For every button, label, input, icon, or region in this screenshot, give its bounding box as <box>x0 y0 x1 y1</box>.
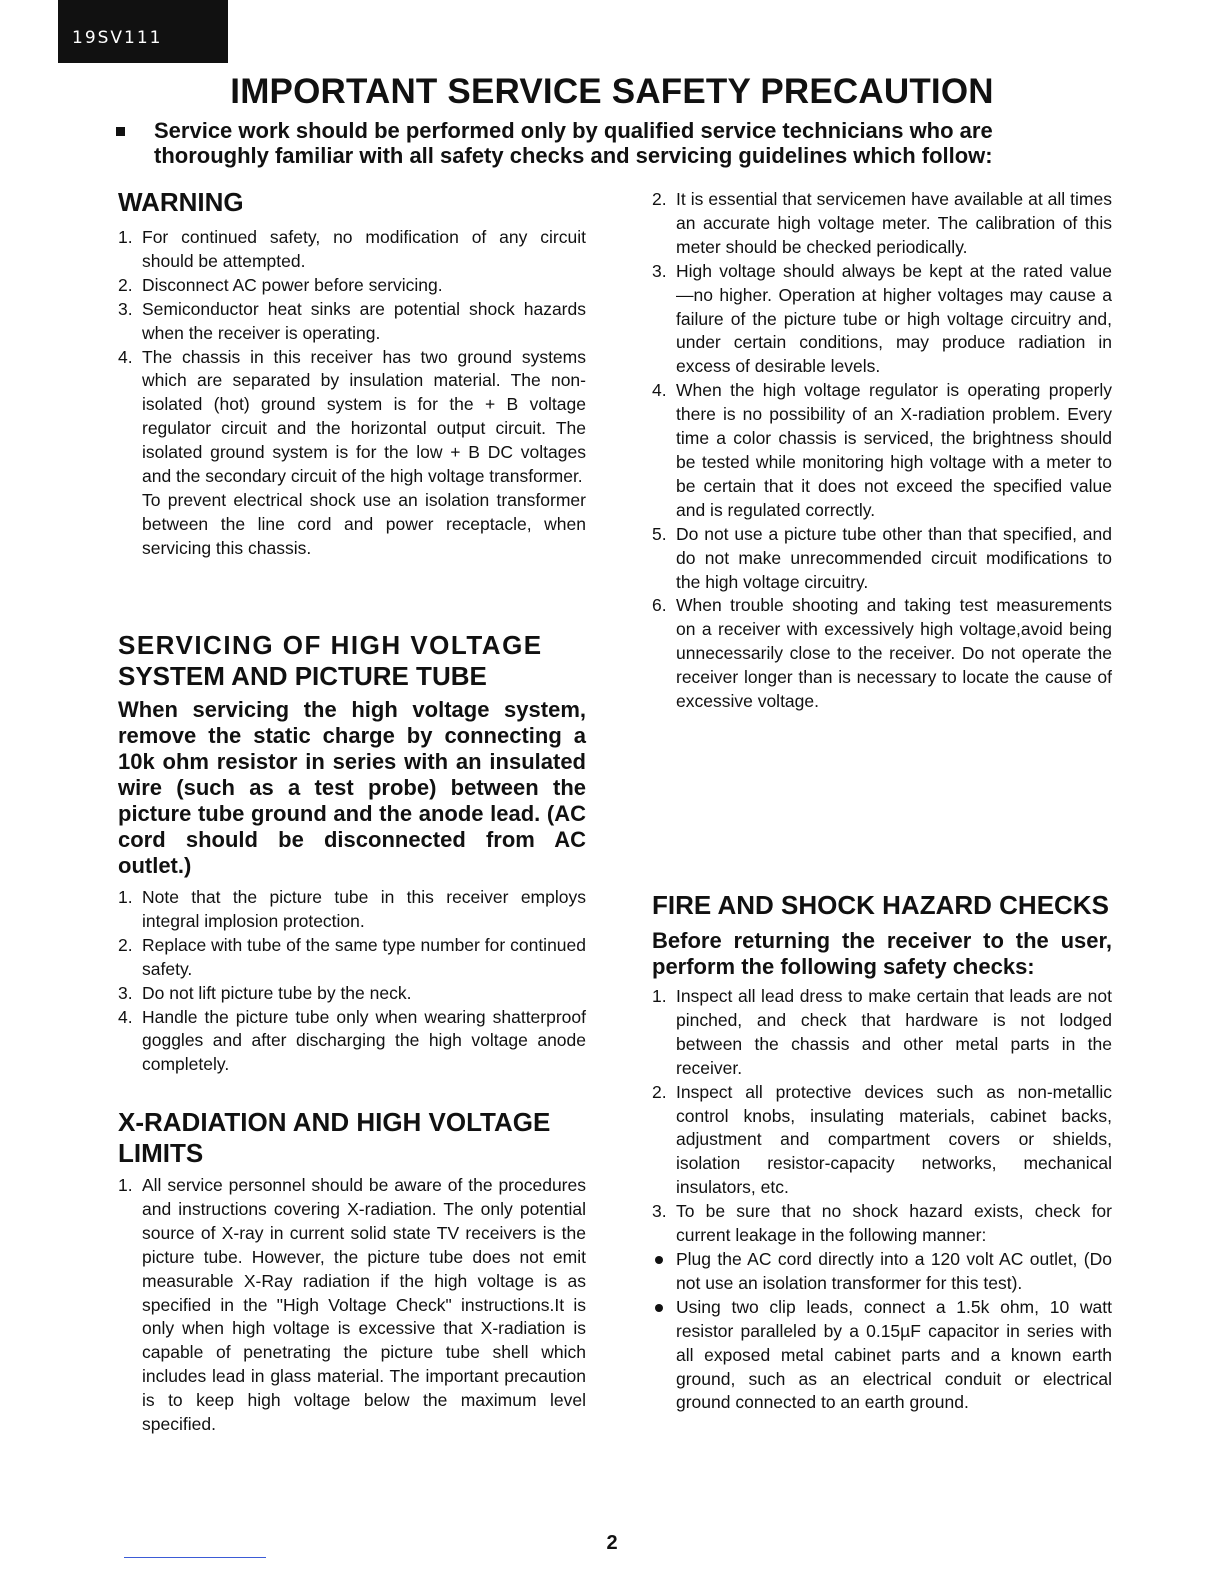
list-item: 2. Replace with tube of the same type number for continued safety. <box>118 934 586 979</box>
bullet-dot-icon <box>655 1304 663 1312</box>
xradiation-list-right <box>652 188 1112 714</box>
list-item: 4. When the high voltage regulator is operating properly there is no possibility of an X-radiation problem. Every time a color chassis is serviced, the brightness should be tested while monitoring high voltage with a meter to be certain that it does not exceed the specified value and is regulated correctly. <box>652 380 1112 520</box>
intro-notice <box>112 118 1112 168</box>
list-item: 1. Inspect all lead dress to make certain that leads are not pinched, and check that hardware is not lodged between the chassis and other metal parts in the receiver. <box>652 986 1112 1078</box>
list-item: 6. When trouble shooting and taking test measurements on a receiver with excessively high voltage,avoid being unnecessarily close to the receiver. Do not operate the receiver longer than is necessary to locate the cause of excessive voltage. <box>652 595 1112 712</box>
intro-text: Service work should be performed only by qualified service technicians who are thoroughly familiar with all safety checks and servicing guidelines which follow: <box>154 118 993 168</box>
model-number-tag: 19SV111 <box>58 0 228 63</box>
page-title: IMPORTANT SERVICE SAFETY PRECAUTION <box>230 72 994 111</box>
list-item: 4. Handle the picture tube only when wearing shatterproof goggles and after discharging the high voltage anode completely. <box>118 1006 586 1075</box>
list-item: 2. Disconnect AC power before servicing. <box>118 274 443 295</box>
list-item: 1. Note that the picture tube in this receiver employs integral implosion protection. <box>118 887 586 931</box>
fire-list <box>652 985 1112 1248</box>
fire-checks <box>652 985 1112 1415</box>
xradiation-list-left <box>118 1174 586 1437</box>
list-item: 3. To be sure that no shock hazard exists, check for current leakage in the following manner: <box>652 1201 1112 1246</box>
page-number: 2 <box>606 1532 618 1554</box>
list-item: Plug the AC cord directly into a 120 volt AC outlet, (Do not use an isolation transformer for this test). <box>652 1248 1112 1296</box>
bullet-dot-icon <box>655 1256 663 1264</box>
list-item: Using two clip leads, connect a 1.5k ohm, 10 watt resistor paralleled by a 0.15µF capacitor in series with all exposed metal cabinet parts and a known earth ground, such as an electrical conduit or electrical ground connected to an earth ground. <box>652 1296 1112 1416</box>
list-item: 3. Do not lift picture tube by the neck. <box>118 982 412 1003</box>
servicing-lead: When servicing the high voltage system, remove the static charge by connecting a 10k ohm resistor in series with an insulated wire (such as a test probe) between the picture tube ground and the anode lead. (AC cord should be disconnected from AC outlet.) <box>118 697 586 878</box>
list-item: 2. Inspect all protective devices such as non-metallic control knobs, insulating materials, cabinet backs, adjustment and compartment covers or shields, isolation resistor-capacity networks, mechanical insulators, etc. <box>652 1081 1112 1198</box>
servicing-list <box>118 886 586 1077</box>
list-item: 4. The chassis in this receiver has two ground systems which are separated by insulation material. The non-isolated (hot) ground system is for the + B voltage regulator circuit and the horizontal output circuit. The isolated ground system is for the low + B DC voltages and the secondary circuit of the high voltage transformer. To prevent electrical shock use an isolation transformer between the line cord and power receptacle, when servicing this chassis. <box>118 346 586 558</box>
list-item: 5. Do not use a picture tube other than that specified, and do not make unrecommended circuit modifications to the high voltage circuitry. <box>652 523 1112 592</box>
servicing-heading-line1: SERVICING OF HIGH VOLTAGE <box>118 630 543 660</box>
list-item: 1. All service personnel should be aware of the procedures and instructions covering X-radiation. The only potential source of X-ray in current solid state TV receivers is the picture tube. However, the picture tube does not emit measurable X-Ray radiation if the high voltage is as specified in the "High Voltage Check" instructions.It is only when high voltage is excessive that X-radiation is capable of penetrating the picture tube shell which includes lead in glass material. The important precaution is to keep high voltage below the maximum level specified. <box>118 1175 586 1435</box>
fire-heading: FIRE AND SHOCK HAZARD CHECKS <box>652 890 1109 920</box>
list-item: 1. For continued safety, no modification of any circuit should be attempted. <box>118 227 586 271</box>
list-item: 3. High voltage should always be kept at the rated value —no higher. Operation at higher voltages may cause a failure of the picture tube or high voltage circuitry and, under certain conditions, may produce radiation in excess of desirable levels. <box>652 260 1112 377</box>
servicing-heading-line2: SYSTEM AND PICTURE TUBE <box>118 661 487 691</box>
fire-lead: Before returning the receiver to the user, perform the following safety checks: <box>652 928 1112 979</box>
list-item: 3. Semiconductor heat sinks are potential shock hazards when the receiver is operating. <box>118 298 586 343</box>
warning-heading: WARNING <box>118 187 244 217</box>
footer-rule <box>124 1557 266 1558</box>
list-item: 2. It is essential that servicemen have available at all times an accurate high voltage meter. The calibration of this meter should be checked periodically. <box>652 189 1112 257</box>
square-bullet-icon <box>116 127 125 136</box>
xradiation-heading: X-RADIATION AND HIGH VOLTAGE LIMITS <box>118 1107 551 1168</box>
warning-list <box>118 226 586 561</box>
